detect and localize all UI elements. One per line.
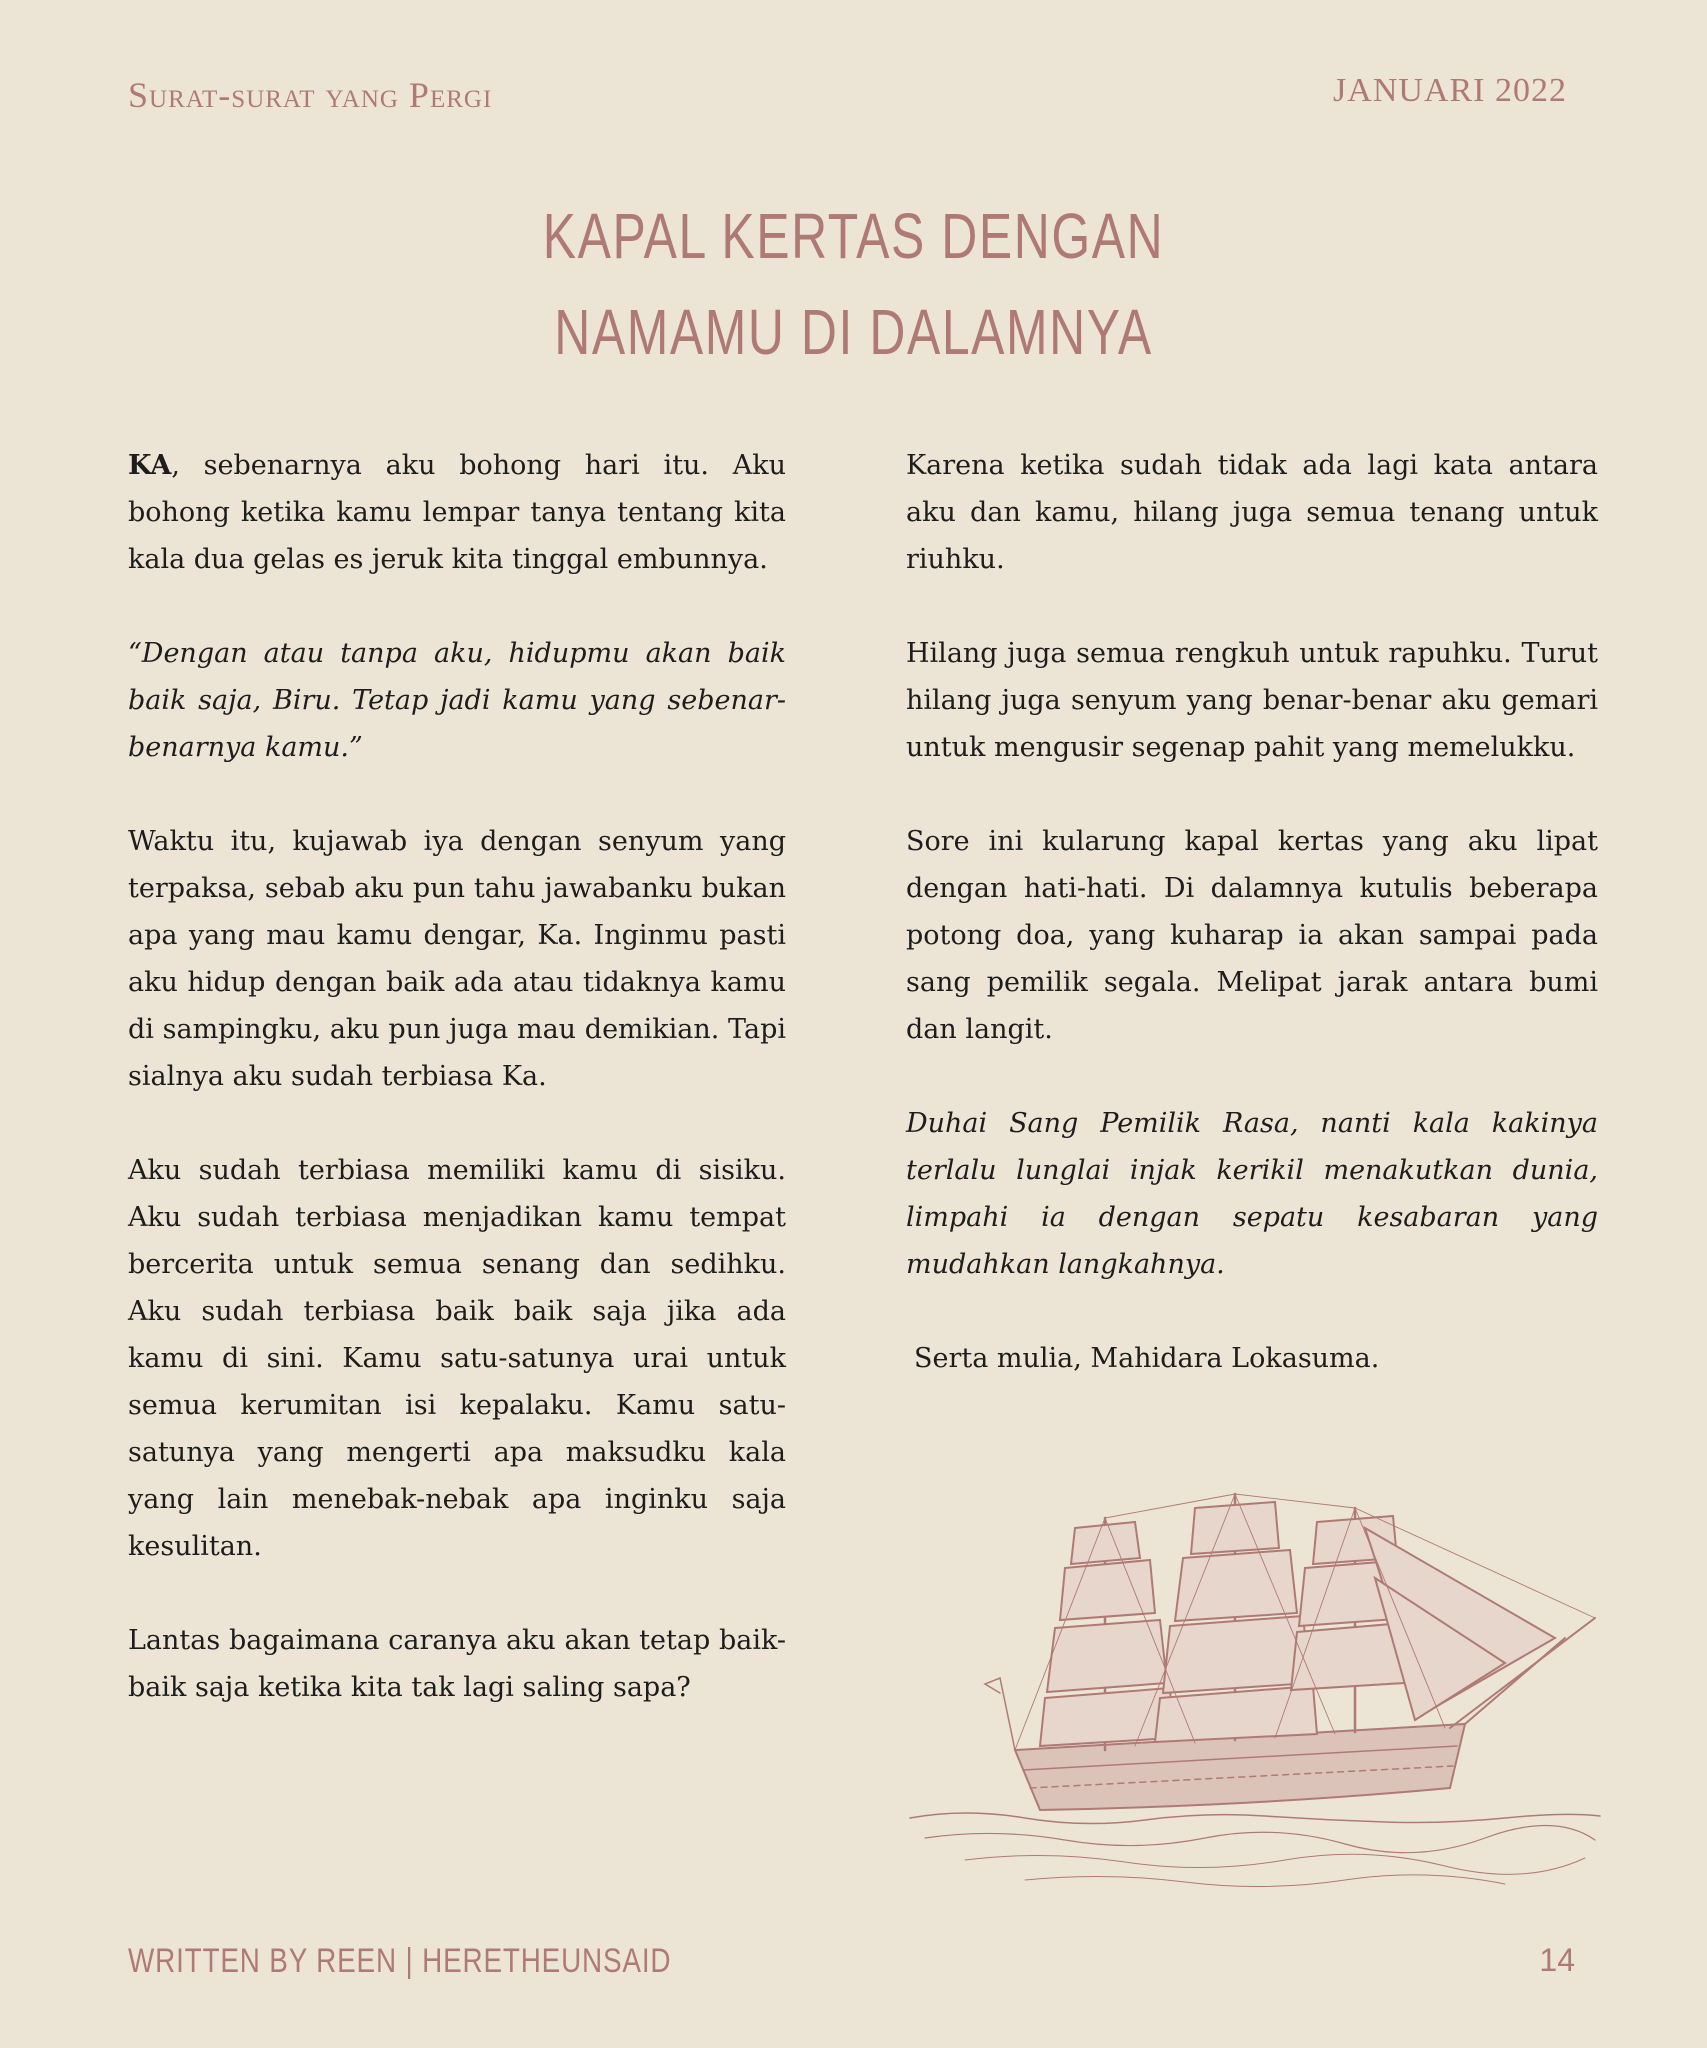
magazine-title: Surat-surat yang Pergi bbox=[128, 75, 493, 115]
paragraph: Sore ini kularung kapal kertas yang aku lipat dengan hati-hati. Di dalamnya kutulis beberapa potong doa, yang kuharap ia akan sampai pada sang pemilik segala. Melipat jarak antara bumi dan langit. bbox=[906, 826, 1598, 1045]
paragraph: Karena ketika sudah tidak ada lagi kata antara aku dan kamu, hilang juga semua tenang untuk riuhku. bbox=[906, 450, 1598, 575]
sailing-ship-icon bbox=[905, 1488, 1605, 1898]
paragraph bbox=[128, 442, 786, 583]
paragraph: Lantas bagaimana caranya aku akan tetap baik-baik saja ketika kita tak lagi saling sapa? bbox=[128, 1625, 786, 1703]
paragraph: Hilang juga semua rengkuh untuk rapuhku. Turut hilang juga senyum yang benar-benar aku gemari untuk mengusir segenap pahit yang memelukku. bbox=[906, 638, 1598, 763]
issue-date: JANUARI 2022 bbox=[1333, 72, 1567, 109]
paragraph: Aku sudah terbiasa memiliki kamu di sisiku. Aku sudah terbiasa menjadikan kamu tempat bercerita untuk semua senang dan sedihku. Aku sudah terbiasa baik baik saja jika ada kamu di sini. Kamu satu-satunya urai untuk semua kerumitan isi kepalaku. Kamu satu-satunya yang mengerti apa maksudku kala yang lain menebak-nebak apa inginku saja kesulitan. bbox=[128, 1155, 786, 1562]
left-column bbox=[128, 442, 786, 1758]
paragraph-text: , sebenarnya aku bohong hari itu. Aku bohong ketika kamu lempar tanya tentang kita kala dua gelas es jeruk kita tinggal embunnya. bbox=[128, 450, 786, 575]
article-title bbox=[188, 188, 1519, 380]
addressee-initial: KA bbox=[128, 450, 172, 481]
signature: Serta mulia, Mahidara Lokasuma. bbox=[914, 1343, 1380, 1374]
article-title-line-2: NAMAMU DI DALAMNYA bbox=[554, 296, 1153, 368]
paragraph: Waktu itu, kujawab iya dengan senyum yang terpaksa, sebab aku pun tahu jawabanku bukan apa yang mau kamu dengar, Ka. Inginmu pasti aku hidup dengan baik ada atau tidaknya kamu di sampingku, aku pun juga mau demikian. Tapi sialnya aku sudah terbiasa Ka. bbox=[128, 826, 786, 1092]
quote-paragraph: “Dengan atau tanpa aku, hidupmu akan baik baik saja, Biru. Tetap jadi kamu yang sebenar-benarnya kamu.” bbox=[128, 638, 786, 763]
page-number: 14 bbox=[1539, 1942, 1575, 1978]
right-column bbox=[906, 442, 1598, 1429]
byline: WRITTEN BY REEN | HERETHEUNSAID bbox=[128, 1942, 672, 1980]
article-title-line-1: KAPAL KERTAS DENGAN bbox=[542, 200, 1165, 272]
prayer-paragraph: Duhai Sang Pemilik Rasa, nanti kala kakinya terlalu lunglai injak kerikil menakutkan dunia, limpahi ia dengan sepatu kesabaran yang mudahkan langkahnya. bbox=[906, 1108, 1598, 1280]
